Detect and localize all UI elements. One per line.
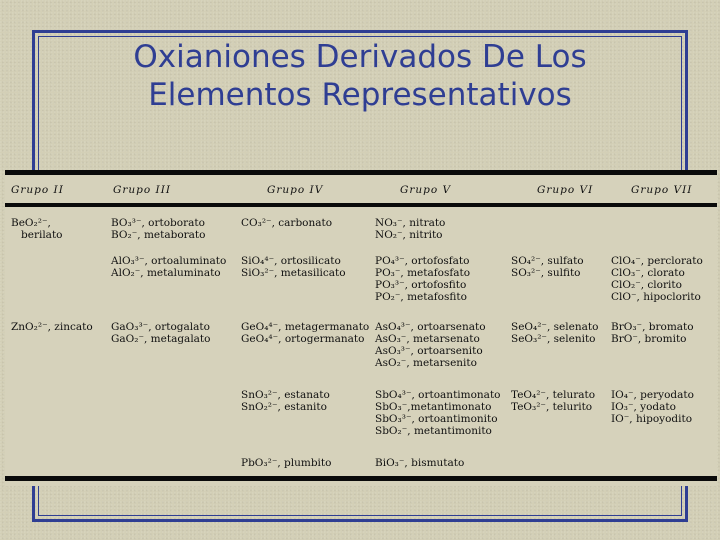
oxyanion-entry: PO₄³⁻, ortofosfato	[375, 255, 470, 267]
cell-g5-p	[375, 255, 470, 303]
cell-g5-sb	[375, 389, 500, 437]
oxyanion-entry: SeO₃²⁻, selenito	[511, 333, 596, 345]
oxyanion-entry: PO₂⁻, metafosfito	[375, 291, 467, 303]
oxyanion-entry: AsO₂⁻, metarsenito	[375, 357, 477, 369]
oxyanion-entry: AsO₃⁻, metarsenato	[375, 333, 480, 345]
oxyanion-entry: AsO₃³⁻, ortoarsenito	[375, 345, 483, 357]
header-grupo-vii: Grupo VII	[631, 184, 693, 196]
oxyanion-entry: ClO⁻, hipoclorito	[611, 291, 701, 303]
cell-g3-al	[111, 255, 226, 279]
header-grupo-v: Grupo V	[400, 184, 452, 196]
oxyanion-entry: ClO₃⁻, clorato	[611, 267, 685, 279]
oxyanion-entry: SbO₃³⁻, ortoantimonito	[375, 413, 498, 425]
oxyanion-entry: SO₄²⁻, sulfato	[511, 255, 584, 267]
header-grupo-iv: Grupo IV	[267, 184, 324, 196]
oxyanion-entry: BO₃³⁻, ortoborato	[111, 217, 205, 229]
oxyanion-entry: GaO₃³⁻, ortogalato	[111, 321, 210, 333]
oxyanion-entry: IO₃⁻, yodato	[611, 401, 676, 413]
slide-title-line-1: Oxianiones Derivados De Los	[133, 39, 587, 75]
oxyanion-entry: SiO₃²⁻, metasilicato	[241, 267, 346, 279]
oxyanion-entry: SiO₄⁴⁻, ortosilicato	[241, 255, 341, 267]
cell-g5-as	[375, 321, 486, 369]
oxyanion-entry: BO₂⁻, metaborato	[111, 229, 206, 241]
oxyanion-entry: NO₂⁻, nitrito	[375, 229, 443, 241]
oxyanion-entry: AsO₄³⁻, ortoarsenato	[375, 321, 486, 333]
oxyanion-entry: ZnO₂²⁻, zincato	[11, 321, 93, 333]
cell-g7-cl	[611, 255, 703, 303]
oxyanion-entry: SbO₄³⁻, ortoantimonato	[375, 389, 501, 401]
oxyanion-entry: TeO₃²⁻, telurito	[511, 401, 593, 413]
oxyanion-entry: CO₃²⁻, carbonato	[241, 217, 333, 229]
oxyanion-entry: GeO₄⁴⁻, metagermanato	[241, 321, 370, 333]
oxyanion-entry: GeO₄⁴⁻, ortogermanato	[241, 333, 365, 345]
oxyanion-entry: BrO⁻, bromito	[611, 333, 687, 345]
cell-g7-br	[611, 321, 694, 345]
oxyanion-entry: TeO₄²⁻, telurato	[511, 389, 596, 401]
oxyanion-entry: berilato	[11, 229, 63, 241]
cell-g6-s	[511, 255, 584, 279]
header-grupo-vi: Grupo VI	[537, 184, 594, 196]
cell-g3-ga	[111, 321, 210, 345]
table-top-rule	[5, 170, 717, 175]
oxyanion-table	[5, 170, 717, 486]
oxyanion-entry: BeO₂²⁻,	[11, 217, 51, 229]
oxyanion-entry: ClO₂⁻, clorito	[611, 279, 682, 291]
cell-g4-c	[241, 217, 332, 229]
oxyanion-entry: PO₃⁻, metafosfato	[375, 267, 471, 279]
oxyanion-entry: GaO₂⁻, metagalato	[111, 333, 211, 345]
cell-g2-zn	[11, 321, 93, 333]
oxyanion-entry: SbO₂⁻, metantimonito	[375, 425, 492, 437]
cell-g3-b	[111, 217, 205, 241]
oxyanion-entry: SO₃²⁻, sulfito	[511, 267, 581, 279]
slide-title	[40, 38, 680, 114]
oxyanion-entry: AlO₂⁻, metaluminato	[111, 267, 221, 279]
oxyanion-entry: BiO₃⁻, bismutato	[375, 457, 465, 469]
oxyanion-entry: SbO₃⁻,metantimonato	[375, 401, 492, 413]
cell-g4-ge	[241, 321, 369, 345]
cell-g4-si	[241, 255, 346, 279]
cell-g2-be	[11, 217, 63, 241]
oxyanion-entry: ClO₄⁻, perclorato	[611, 255, 703, 267]
cell-g7-i	[611, 389, 694, 425]
oxyanion-entry: SnO₂²⁻, estanito	[241, 401, 327, 413]
cell-g5-bi	[375, 457, 464, 469]
oxyanion-entry: AlO₃³⁻, ortoaluminato	[111, 255, 227, 267]
oxyanion-entry: PO₃³⁻, ortofosfito	[375, 279, 467, 291]
table-header-rule	[5, 203, 717, 207]
oxyanion-entry: SnO₃²⁻, estanato	[241, 389, 330, 401]
oxyanion-entry: SeO₄²⁻, selenato	[511, 321, 599, 333]
cell-g6-se	[511, 321, 598, 345]
cell-g5-n	[375, 217, 445, 241]
oxyanion-entry: NO₃⁻, nitrato	[375, 217, 446, 229]
cell-g4-sn	[241, 389, 330, 413]
oxyanion-entry: IO⁻, hipoyodito	[611, 413, 693, 425]
oxyanion-entry: BrO₃⁻, bromato	[611, 321, 694, 333]
header-grupo-ii: Grupo II	[11, 184, 64, 196]
slide-title-line-2: Elementos Representativos	[148, 77, 572, 113]
header-grupo-iii: Grupo III	[113, 184, 171, 196]
table-bottom-rule	[5, 476, 717, 481]
cell-g4-pb	[241, 457, 331, 469]
oxyanion-entry: IO₄⁻, peryodato	[611, 389, 694, 401]
cell-g6-te	[511, 389, 595, 413]
oxyanion-entry: PbO₃²⁻, plumbito	[241, 457, 332, 469]
